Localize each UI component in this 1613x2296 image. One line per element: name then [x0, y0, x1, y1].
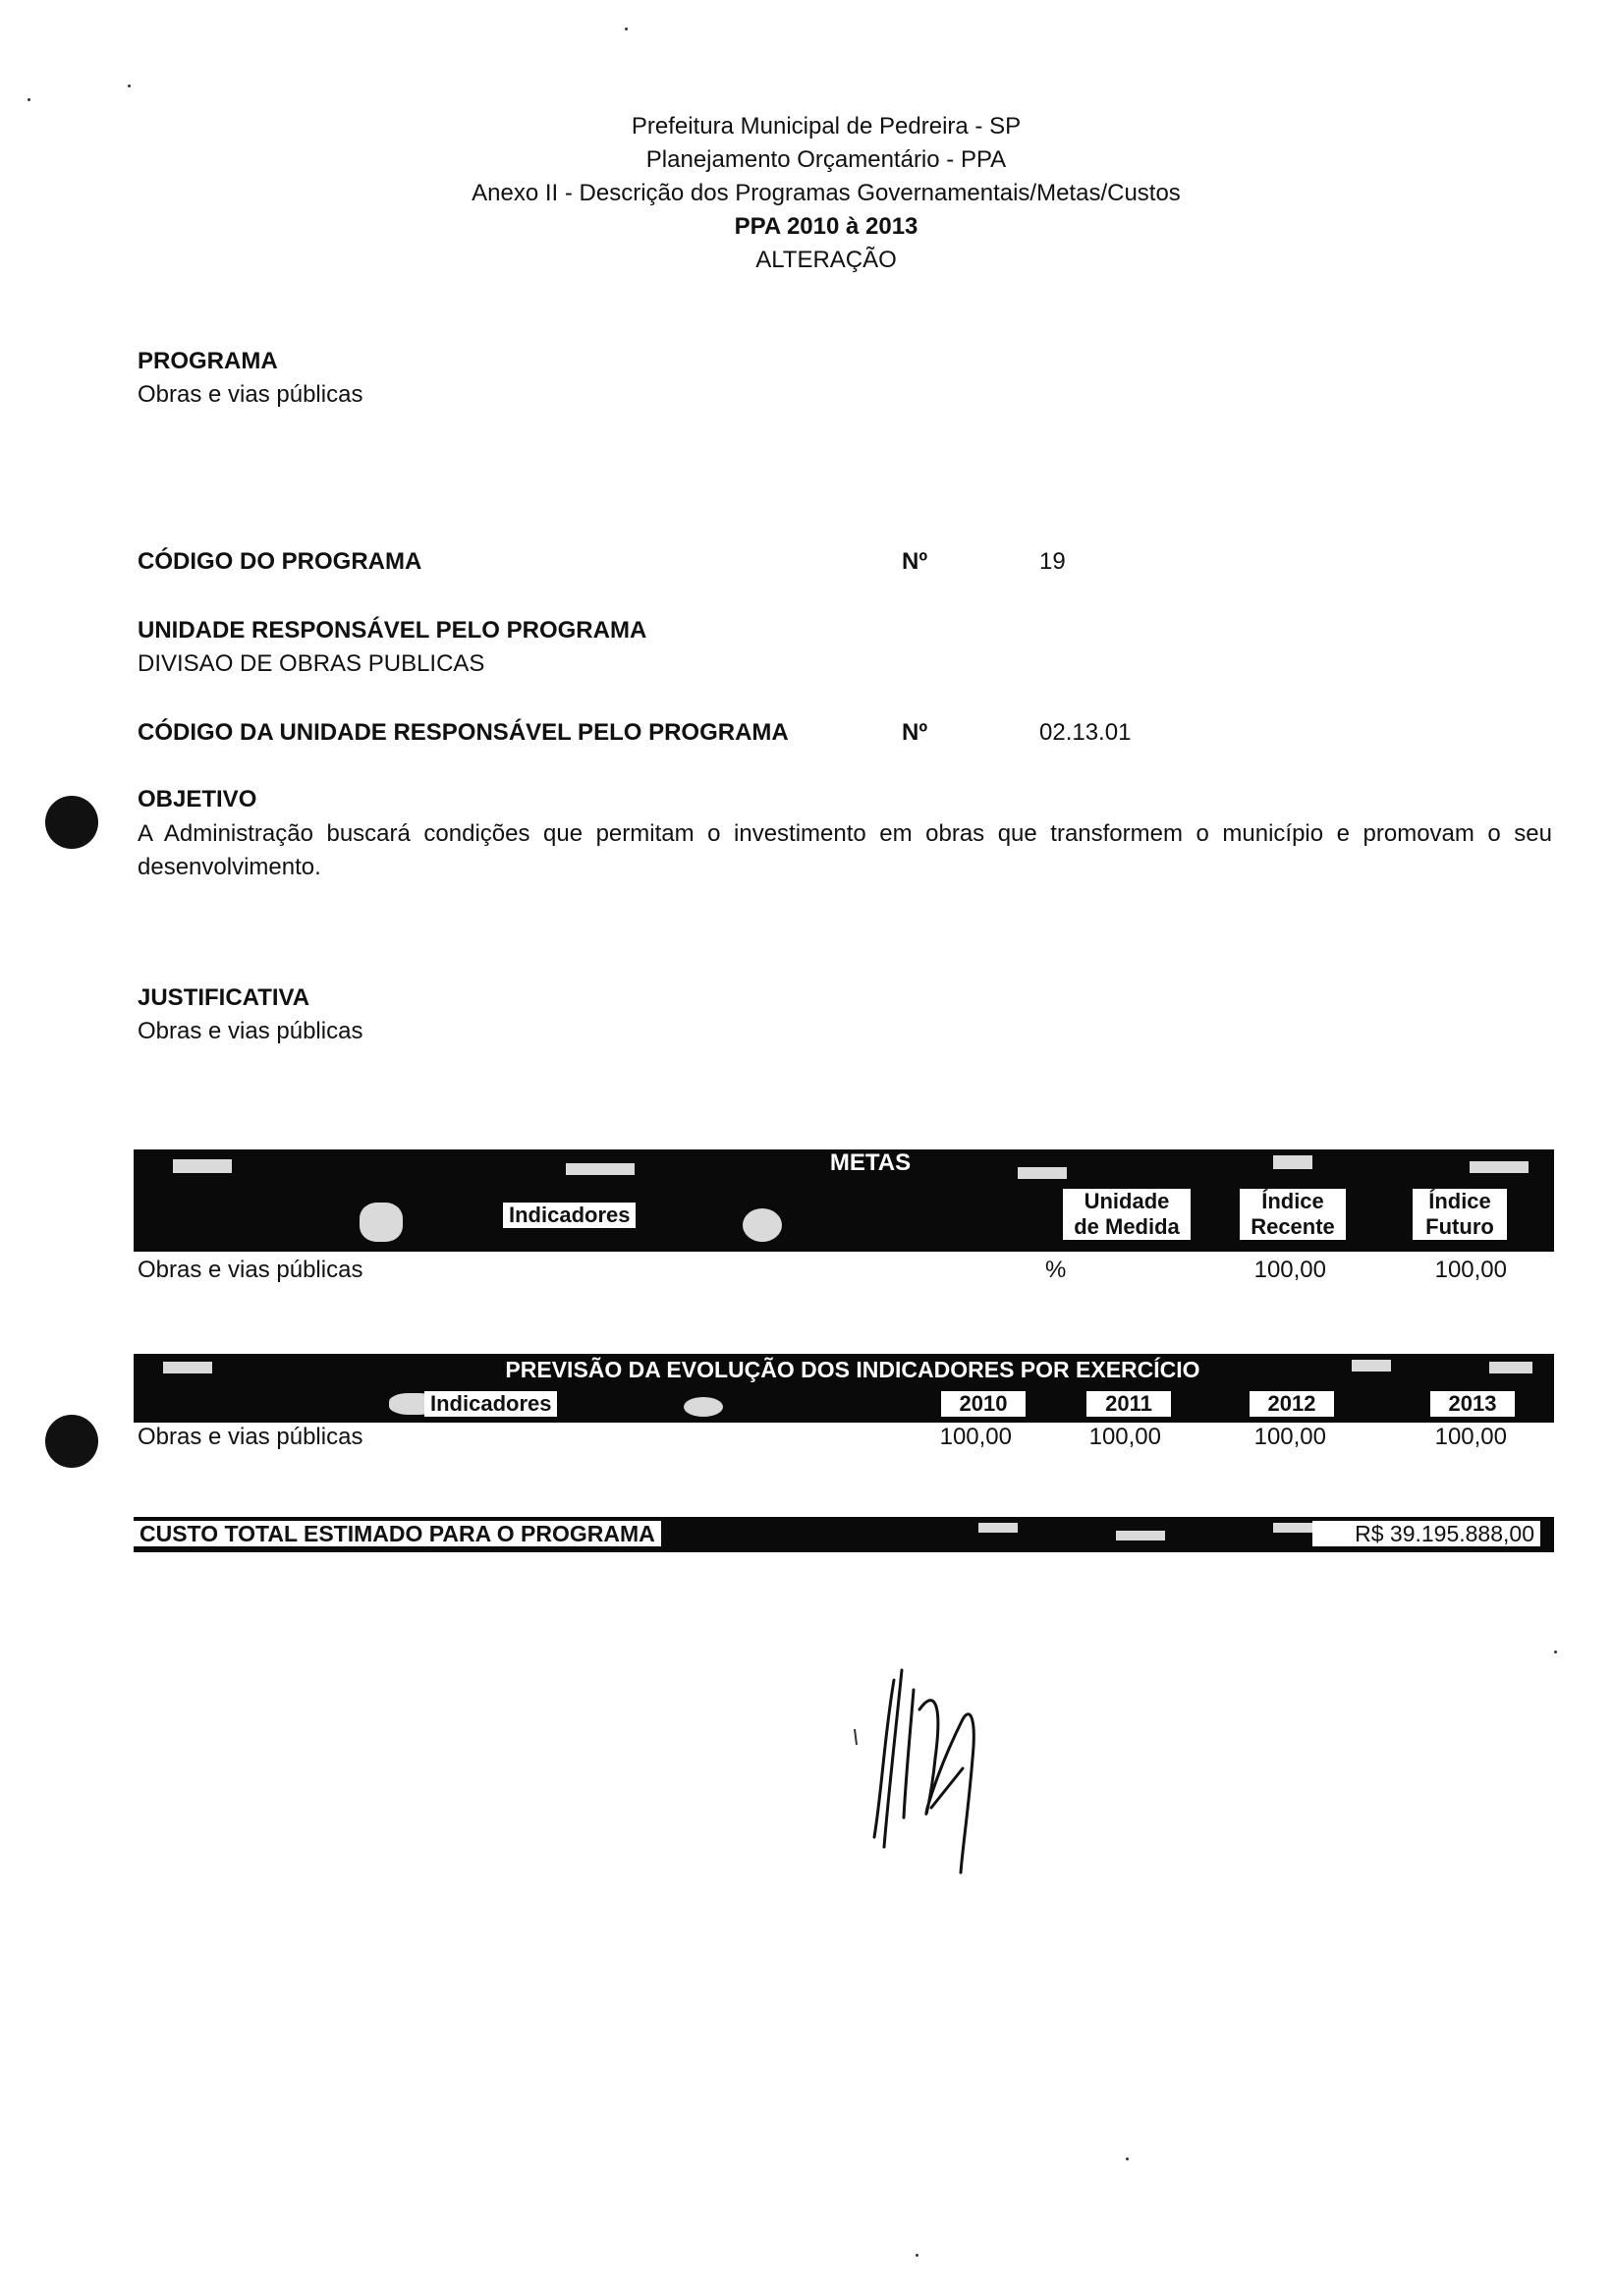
metas-col-indice-recente: [1240, 1189, 1346, 1240]
header-planning: Planejamento Orçamentário - PPA: [645, 146, 1007, 173]
codigo-unidade-no: Nº: [902, 719, 928, 746]
unidade-responsavel-label: UNIDADE RESPONSÁVEL PELO PROGRAMA: [138, 617, 647, 644]
punch-hole: [45, 1415, 98, 1468]
custo-value: R$ 39.195.888,00: [1312, 1521, 1540, 1546]
previsao-col-indicadores: Indicadores: [424, 1391, 557, 1417]
metas-row-indicador: Obras e vias públicas: [138, 1257, 363, 1283]
metas-col-recente-line2: Recente: [1251, 1214, 1335, 1239]
metas-header-band: [134, 1149, 1554, 1252]
header-annex: Anexo II - Descrição dos Programas Governamentais/Metas/Custos: [472, 180, 1181, 206]
metas-col-unidade-line1: Unidade: [1084, 1189, 1170, 1213]
header-alteration: ALTERAÇÃO: [755, 247, 897, 273]
codigo-unidade-value: 02.13.01: [1039, 719, 1132, 746]
custo-label: CUSTO TOTAL ESTIMADO PARA O PROGRAMA: [134, 1521, 661, 1546]
metas-row-futuro: 100,00: [1434, 1257, 1507, 1283]
justificativa-value: Obras e vias públicas: [138, 1018, 363, 1044]
metas-title: METAS: [829, 1149, 912, 1176]
metas-col-futuro-line2: Futuro: [1425, 1214, 1494, 1239]
previsao-row-2012: 100,00: [1253, 1424, 1326, 1450]
handwritten-signature: [845, 1651, 1022, 1886]
scan-speck: [1126, 2157, 1129, 2160]
codigo-unidade-label: CÓDIGO DA UNIDADE RESPONSÁVEL PELO PROGRAMA: [138, 719, 789, 746]
codigo-programa-label: CÓDIGO DO PROGRAMA: [138, 548, 422, 575]
programa-label: PROGRAMA: [138, 348, 278, 374]
metas-col-unidade: [1063, 1189, 1191, 1240]
scan-speck: [1554, 1651, 1557, 1653]
metas-row-recente: 100,00: [1253, 1257, 1326, 1283]
codigo-programa-value: 19: [1039, 548, 1066, 575]
justificativa-label: JUSTIFICATIVA: [138, 984, 310, 1011]
metas-col-recente-line1: Índice: [1261, 1189, 1324, 1213]
scan-speck: [128, 84, 131, 87]
objetivo-label: OBJETIVO: [138, 786, 257, 812]
punch-hole: [45, 796, 98, 849]
previsao-row-2011: 100,00: [1088, 1424, 1161, 1450]
metas-col-unidade-line2: de Medida: [1074, 1214, 1180, 1239]
previsao-col-2013: 2013: [1430, 1391, 1515, 1417]
custo-band: [134, 1517, 1554, 1552]
scan-speck: [28, 98, 30, 101]
scan-speck: [625, 28, 628, 30]
programa-value: Obras e vias públicas: [138, 381, 363, 408]
previsao-title: PREVISÃO DA EVOLUÇÃO DOS INDICADORES POR EXERCÍCIO: [505, 1357, 1200, 1382]
codigo-programa-no: Nº: [902, 548, 928, 575]
scan-speck: [916, 2254, 918, 2257]
previsao-row-indicador: Obras e vias públicas: [138, 1424, 363, 1450]
header-municipality: Prefeitura Municipal de Pedreira - SP: [631, 113, 1022, 140]
metas-col-indice-futuro: [1413, 1189, 1507, 1240]
previsao-col-2011: 2011: [1086, 1391, 1171, 1417]
header-ppa-period: PPA 2010 à 2013: [734, 213, 918, 240]
previsao-col-2010: 2010: [941, 1391, 1026, 1417]
metas-row-unidade: %: [1045, 1257, 1067, 1283]
objetivo-text: A Administração buscará condições que permitam o investimento em obras que transformem o município e promovam o seu desenvolvimento.: [138, 820, 1552, 880]
previsao-row-2010: 100,00: [939, 1424, 1012, 1450]
previsao-row-2013: 100,00: [1434, 1424, 1507, 1450]
previsao-col-2012: 2012: [1250, 1391, 1334, 1417]
previsao-header-band: [134, 1354, 1554, 1423]
unidade-responsavel-value: DIVISAO DE OBRAS PUBLICAS: [138, 650, 485, 677]
metas-col-indicadores: Indicadores: [503, 1203, 636, 1228]
metas-col-futuro-line1: Índice: [1428, 1189, 1491, 1213]
